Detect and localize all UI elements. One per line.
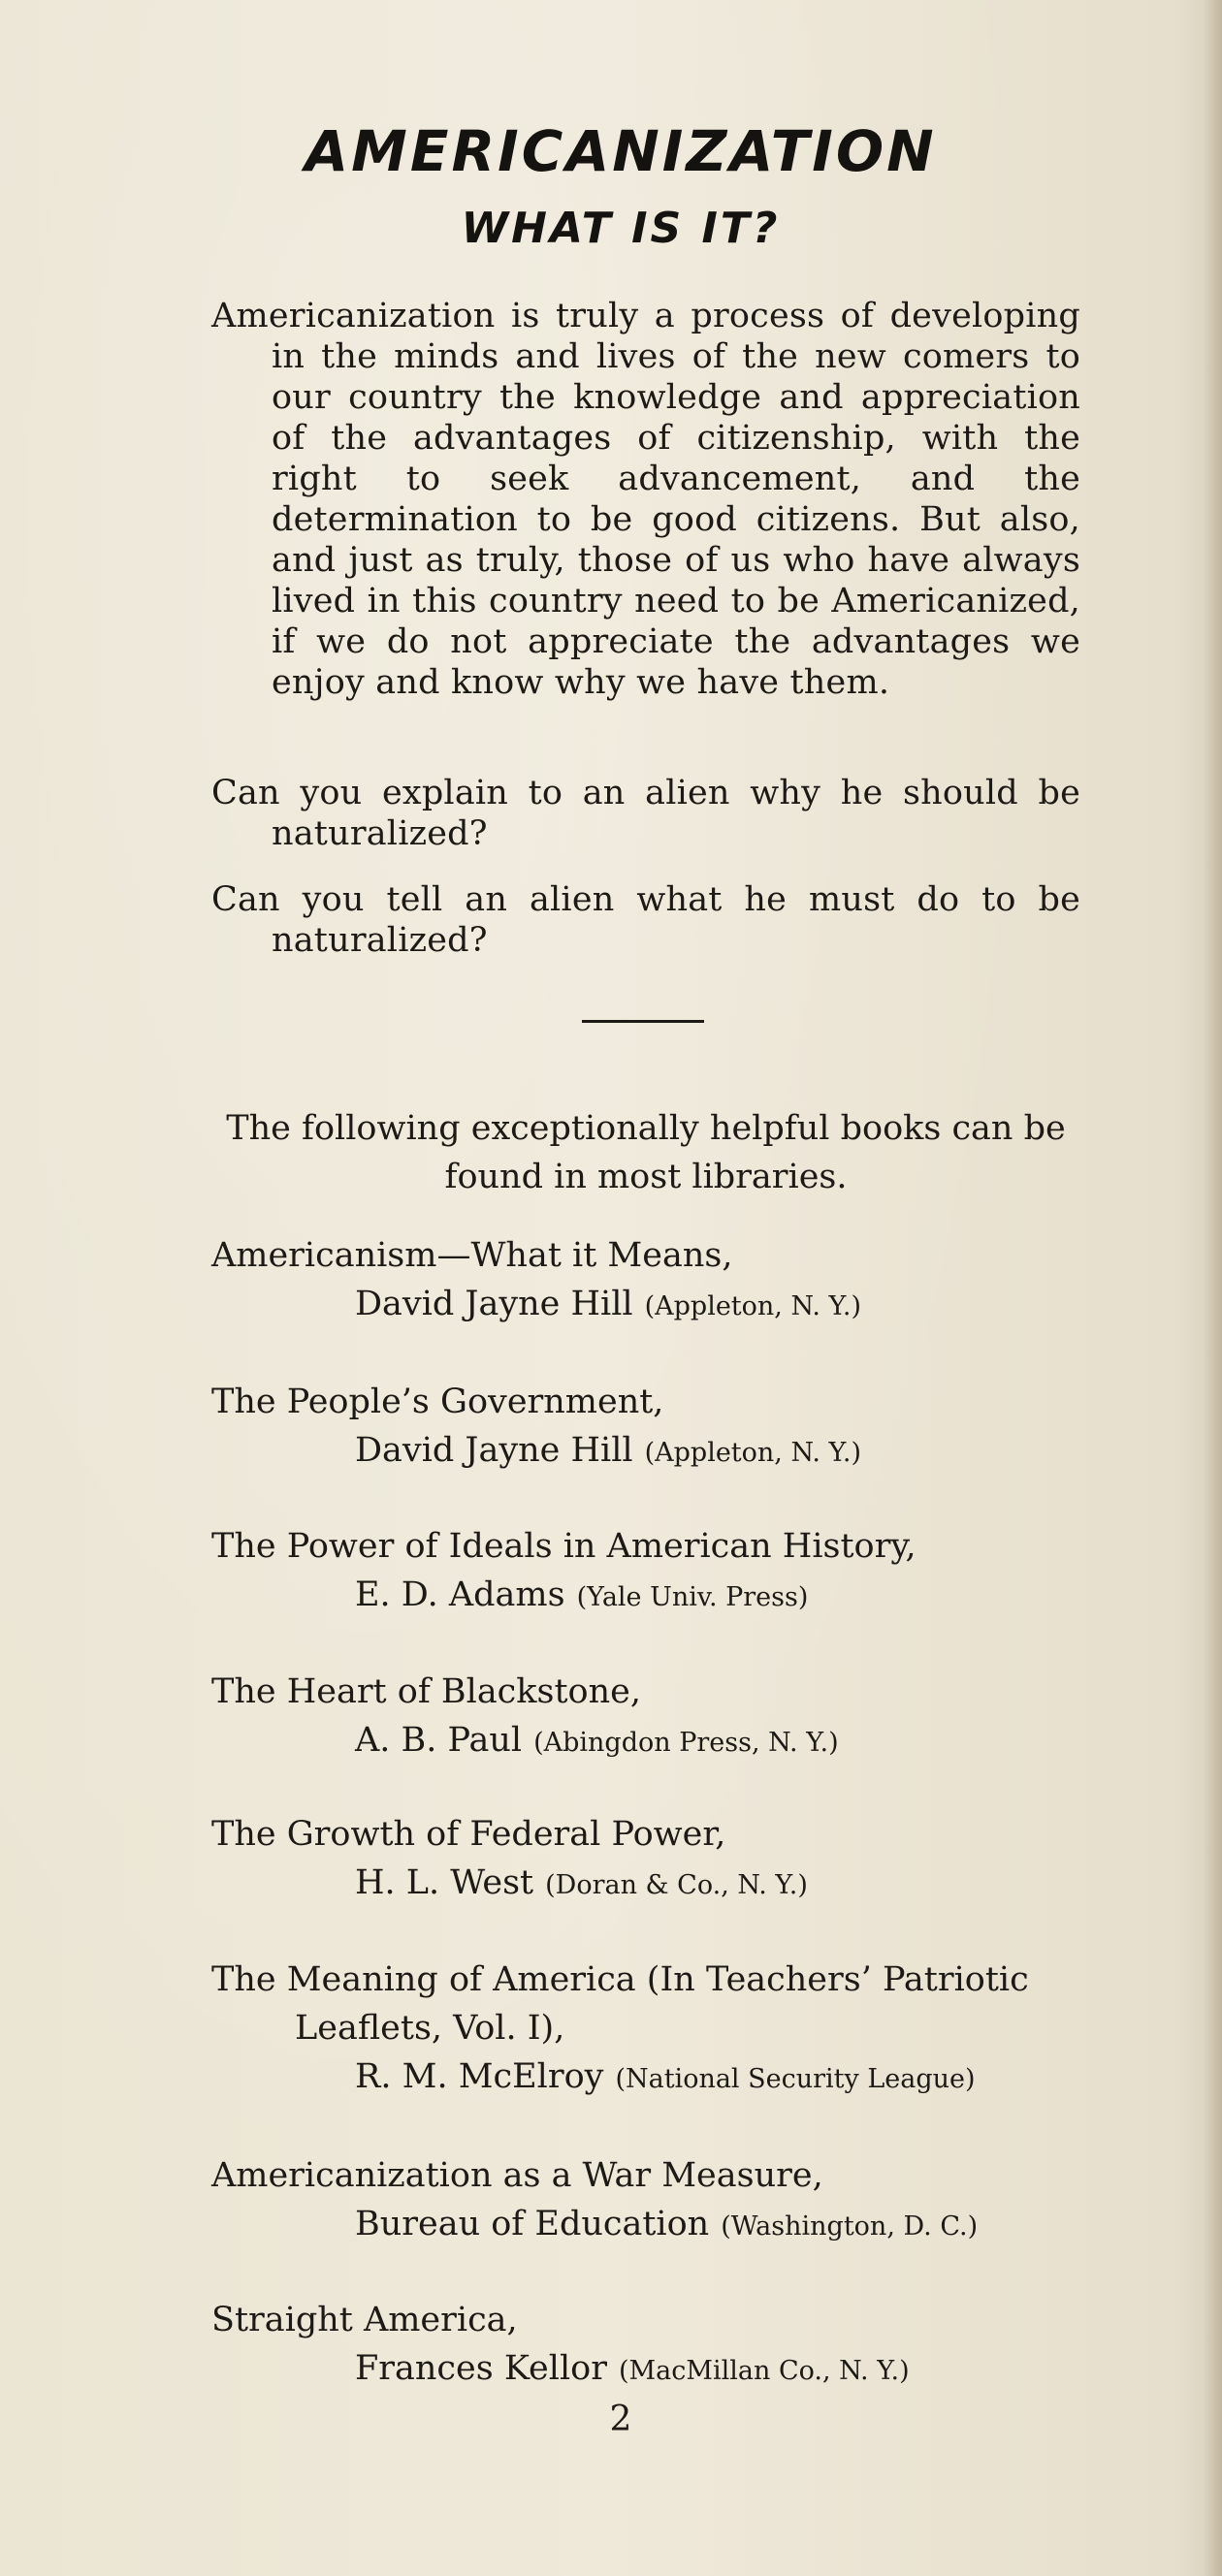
page-title: AMERICANIZATION: [305, 118, 937, 184]
book-author-line: [211, 2200, 1084, 2251]
book-entry: [211, 1810, 1084, 1910]
book-author-line: [211, 2052, 1084, 2104]
book-publisher: (MacMillan Co., N. Y.): [618, 2356, 910, 2386]
book-publisher: (National Security League): [615, 2064, 976, 2094]
book-publisher: (Abingdon Press, N. Y.): [533, 1728, 839, 1758]
question-paragraph-2: Can you tell an alien what he must do to be naturalized?: [211, 880, 1080, 960]
book-author-line: [211, 1280, 1084, 1331]
book-entry: [211, 2296, 1084, 2396]
intro-paragraph: Americanization is truly a process of developing in the minds and lives of the new comers to our country the knowledge and appreciation of the advantages of citizenship, with the right to seek advancement, and the determination to be good citizens. But also, and just as truly, those of us who have always lived in this country need to be Americanized, if we do not appreciate the advantages we enjoy and know why we have them.: [211, 297, 1080, 702]
book-title: The Heart of Blackstone,: [211, 1672, 641, 1711]
book-publisher: (Appleton, N. Y.): [644, 1438, 861, 1468]
book-title: The Meaning of America (In Teachers’ Patriotic Leaflets, Vol. I),: [211, 1960, 1029, 2048]
book-author: E. D. Adams: [355, 1575, 565, 1614]
book-entry: [211, 1522, 1084, 1622]
book-title: Americanism—What it Means,: [211, 1236, 733, 1275]
books-intro: The following exceptionally helpful books can be found in most libraries.: [226, 1109, 1066, 1196]
book-entry: [211, 1956, 1084, 2104]
book-title: The Growth of Federal Power,: [211, 1815, 726, 1854]
book-entry: [211, 1378, 1084, 1478]
book-author: A. B. Paul: [355, 1721, 523, 1760]
book-author-line: [211, 1859, 1084, 1910]
section-divider: [582, 1020, 704, 1023]
book-entry: [211, 2151, 1084, 2251]
book-publisher: (Washington, D. C.): [721, 2211, 979, 2242]
page-number: 2: [609, 2400, 632, 2439]
book-author-line: [211, 1571, 1084, 1622]
book-title: Straight America,: [211, 2301, 518, 2339]
page-subtitle: WHAT IS IT?: [461, 204, 781, 253]
book-author-line: [211, 2344, 1084, 2396]
question-paragraph-1: Can you explain to an alien why he should be naturalized?: [211, 774, 1080, 853]
book-author: David Jayne Hill: [355, 1285, 633, 1323]
book-title: The Power of Ideals in American History,: [211, 1527, 916, 1566]
book-title: Americanization as a War Measure,: [211, 2156, 823, 2195]
book-publisher: (Yale Univ. Press): [576, 1582, 809, 1612]
page-edge-shadow: [1203, 0, 1222, 2576]
book-author: H. L. West: [355, 1863, 534, 1902]
book-entry: [211, 1668, 1084, 1767]
book-author: Frances Kellor: [355, 2349, 607, 2388]
book-title: The People’s Government,: [211, 1383, 664, 1421]
book-publisher: (Appleton, N. Y.): [644, 1291, 861, 1321]
book-entry: [211, 1231, 1084, 1331]
book-author: R. M. McElroy: [355, 2057, 604, 2096]
book-author: Bureau of Education: [355, 2205, 710, 2243]
book-author-line: [211, 1426, 1084, 1478]
book-author-line: [211, 1716, 1084, 1767]
book-publisher: (Doran & Co., N. Y.): [545, 1870, 808, 1900]
book-author: David Jayne Hill: [355, 1431, 633, 1470]
